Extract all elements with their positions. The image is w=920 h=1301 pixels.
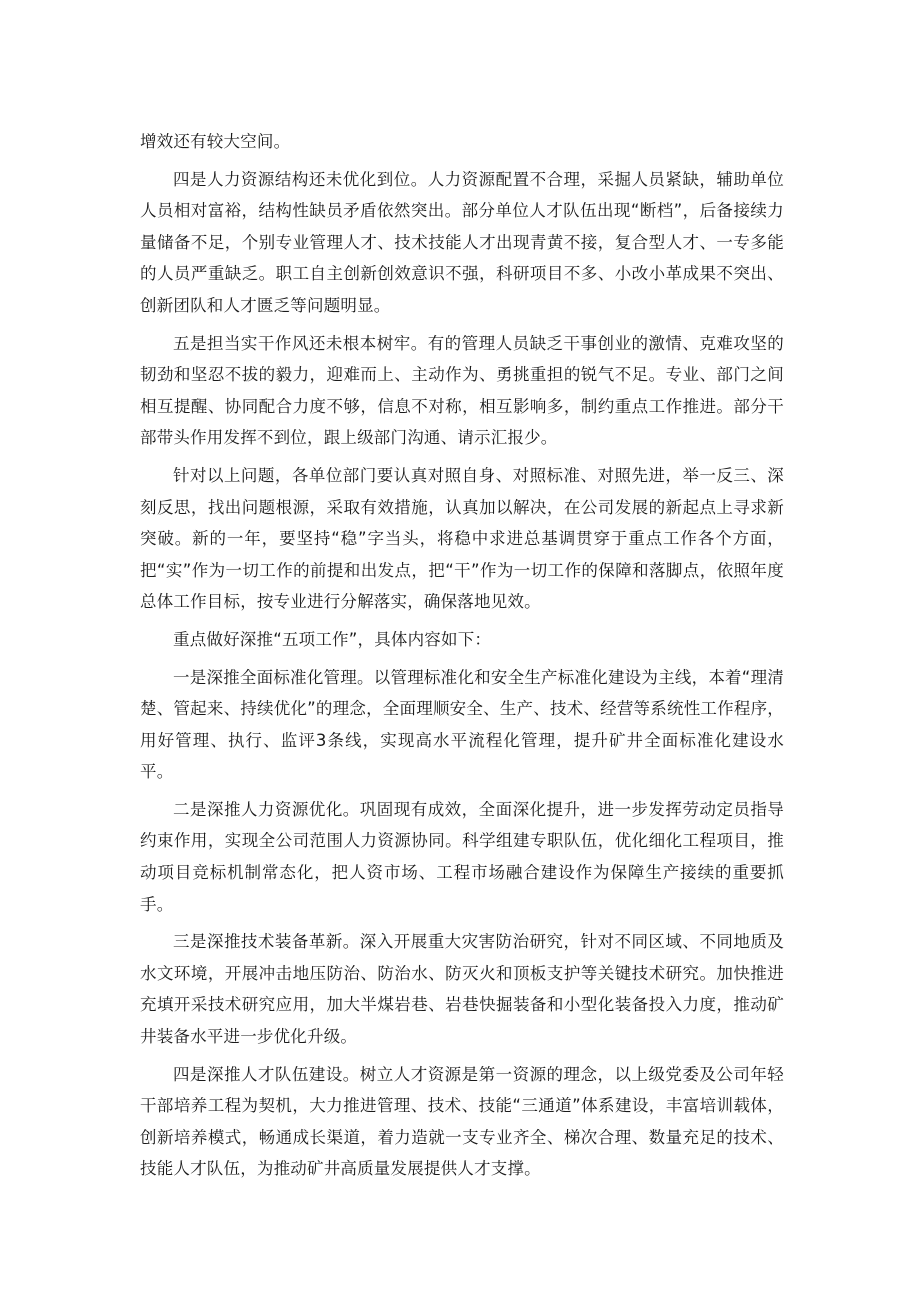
paragraph-continuation: 增效还有较大空间。 [140,132,291,151]
paragraph-task-tech-equipment: 三是深推技术装备革新。深入开展重大灾害防治研究，针对不同区域、不同地质及水文环境，开展冲击地压防治、防治水、防灭火和顶板支护等关键技术研究。加快推进充填开采技术研究应用，加大半煤岩巷、岩巷快掘装备和小型化装备投入力度，推动矿井装备水平进一步优化升级。 [140,932,784,1047]
paragraph-task-talent: 四是深推人才队伍建设。树立人才资源是第一资源的理念，以上级党委及公司年轻干部培养工程为契机，大力推进管理、技术、技能“三通道”体系建设，丰富培训载体，创新培养模式，畅通成长渠道，着力造就一支专业齐全、梯次合理、数量充足的技术、技能人才队伍，为推动矿井高质量发展提供人才支撑。 [140,1064,784,1179]
paragraph-hr-structure: 四是人力资源结构还未优化到位。人力资源配置不合理，采掘人员紧缺，辅助单位人员相对富裕，结构性缺员矛盾依然突出。部分单位人才队伍出现“断档”，后备接续力量储备不足，个别专业管理人才、技术技能人才出现青黄不接，复合型人才、一专多能的人员严重缺乏。职工自主创新创效意识不强，科研项目不多、小改小革成果不突出、创新团队和人才匮乏等问题明显。 [140,169,784,315]
paragraph-work-style: 五是担当实干作风还未根本树牢。有的管理人员缺乏干事创业的激情、克难攻坚的韧劲和坚忍不拔的毅力，迎难而上、主动作为、勇挑重担的锐气不足。专业、部门之间相互提醒、协同配合力度不够，信息不对称，相互影响多，制约重点工作推进。部分干部带头作用发挥不到位，跟上级部门沟通、请示汇报少。 [140,333,784,448]
paragraph-five-tasks-intro: 重点做好深推“五项工作”，具体内容如下： [173,629,492,649]
paragraph-task-standardization: 一是深推全面标准化管理。以管理标准化和安全生产标准化建设为主线，本着“理清楚、管起来、持续优化”的理念，全面理顺安全、生产、技术、经营等系统性工作程序，用好管理、执行、监评3条线，实现高水平流程化管理，提升矿井全面标准化建设水平。 [140,667,784,782]
paragraph-response: 针对以上问题，各单位部门要认真对照自身、对照标准、对照先进，举一反三、深刻反思，找出问题根源，采取有效措施，认真加以解决，在公司发展的新起点上寻求新突破。新的一年，要坚持“稳”字当头，将稳中求进总基调贯穿于重点工作各个方面，把“实”作为一切工作的前提和出发点，把“干”作为一切工作的保障和落脚点，依照年度总体工作目标，按专业进行分解落实，确保落地见效。 [140,465,784,612]
document-body [140,126,784,1191]
paragraph-task-hr-optimization: 二是深推人力资源优化。巩固现有成效，全面深化提升，进一步发挥劳动定员指导约束作用，实现全公司范围人力资源协同。科学组建专职队伍，优化细化工程项目，推动项目竞标机制常态化，把人资市场、工程市场融合建设作为保障生产接续的重要抓手。 [140,799,784,914]
